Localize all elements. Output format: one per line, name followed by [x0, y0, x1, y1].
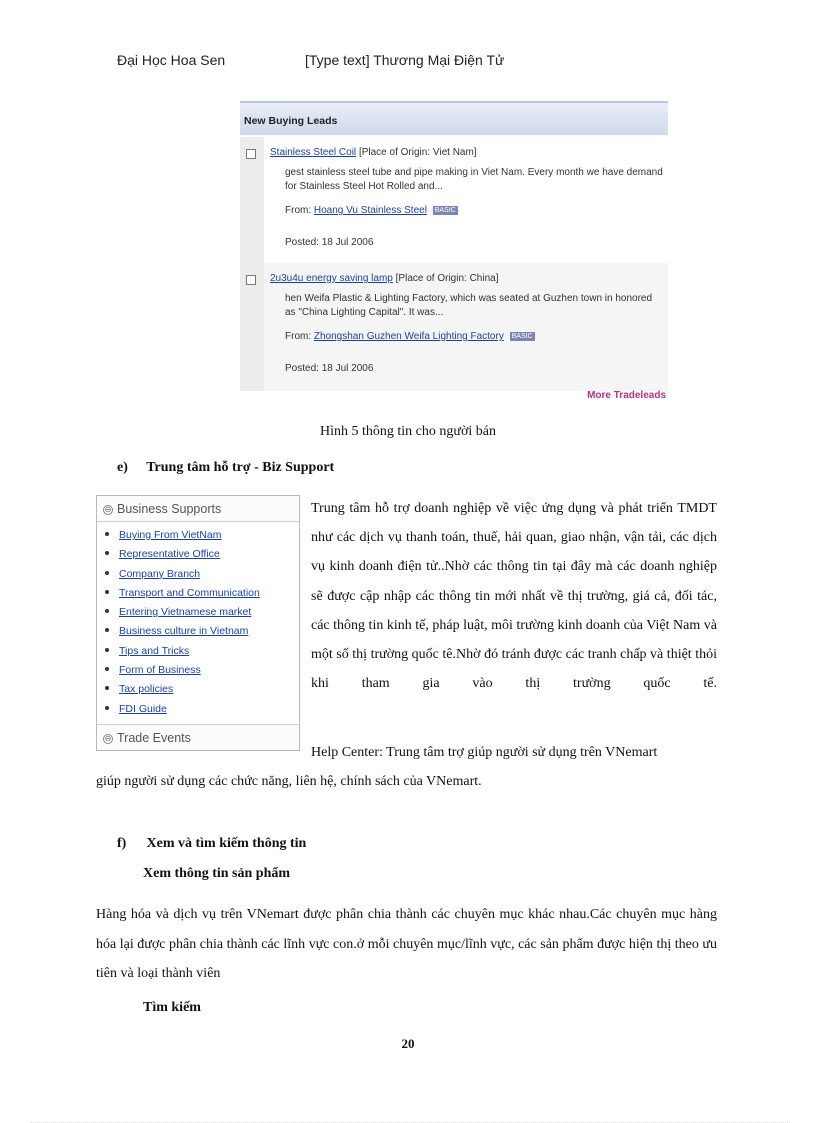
lead-origin: [Place of Origin: Viet Nam] [358, 147, 477, 158]
business-supports-header[interactable] [97, 496, 299, 522]
business-supports-panel [96, 495, 300, 751]
biz-link[interactable]: Transport and Communication [105, 587, 299, 606]
biz-link[interactable]: Tax policies [105, 683, 299, 702]
basic-badge: BASIC [511, 333, 533, 340]
section-f-number: f) [117, 836, 127, 851]
bullet-icon [105, 590, 109, 594]
section-f-title: Xem và tìm kiếm thông tin [146, 836, 307, 851]
bullet-icon [105, 667, 109, 671]
buying-leads-screenshot [240, 101, 668, 403]
bullet-icon [105, 609, 109, 613]
section-e-title: Trung tâm hỗ trợ - Biz Support [146, 460, 335, 475]
bullet-icon [105, 648, 109, 652]
lead-from-label: From: [285, 331, 312, 342]
lead-description: gest stainless steel tube and pipe making in Viet Nam. Every month we have demand for Stainless Steel Hot Rolled and... [285, 167, 663, 192]
more-tradeleads-link[interactable]: More Tradeleads [587, 390, 666, 401]
section-f-heading [117, 836, 306, 852]
biz-link[interactable]: Form of Business [105, 664, 299, 683]
lead-description: hen Weifa Plastic & Lighting Factory, which was seated at Guzhen town in honored as "China Lighting Capital". It was... [285, 293, 653, 318]
lead-item [240, 263, 668, 391]
bullet-icon [105, 706, 109, 710]
biz-link[interactable]: Buying From VietNam [105, 529, 299, 548]
products-paragraph: Hàng hóa và dịch vụ trên VNemart được phân chia thành các chuyên mục khác nhau.Các chuyên mục hàng hóa lại được phân chia thành các lĩnh vực con.ở mỗi chuyên mục/lĩnh vực, các sản phẩm được hiện thị theo ưu tiên và loại thành viên [96, 907, 717, 981]
basic-badge: BASIC [434, 207, 456, 214]
lead-company-link[interactable]: Zhongshan Guzhen Weifa Lighting Factory [313, 331, 504, 342]
business-supports-title: Business Supports [117, 502, 222, 516]
subheading-search: Tìm kiếm [143, 1000, 201, 1015]
section-e-number: e) [117, 460, 128, 475]
help-center-line: Help Center: Trung tâm trợ giúp người sử dụng trên VNemart [311, 745, 658, 760]
biz-link[interactable]: Representative Office [105, 548, 299, 567]
figure-caption: Hình 5 thông tin cho người bán [320, 424, 496, 439]
lead-posted-date: Posted: 18 Jul 2006 [285, 363, 374, 374]
lead-origin: [Place of Origin: China] [395, 273, 499, 284]
lead-posted-date: Posted: 18 Jul 2006 [285, 237, 374, 248]
biz-link[interactable]: Business culture in Vietnam [105, 625, 299, 644]
lead-from-label: From: [285, 205, 312, 216]
trade-events-header[interactable] [97, 724, 299, 750]
trade-events-title: Trade Events [117, 731, 191, 745]
subheading-view-products: Xem thông tin sản phẩm [143, 866, 291, 881]
header-course: [Type text] Thương Mại Điện Tử [305, 52, 505, 68]
bullet-icon [105, 571, 109, 575]
biz-link[interactable]: Company Branch [105, 568, 299, 587]
bullet-icon [105, 532, 109, 536]
lead-title-link[interactable]: Stainless Steel Coil [270, 147, 357, 158]
lead-checkbox[interactable] [246, 275, 256, 285]
biz-link[interactable]: FDI Guide [105, 703, 299, 722]
header-school: Đại Học Hoa Sen [117, 52, 226, 68]
lead-checkbox[interactable] [246, 149, 256, 159]
biz-link[interactable]: Tips and Tricks [105, 645, 299, 664]
collapse-icon: ⊖ [104, 505, 112, 514]
business-supports-list [97, 522, 299, 722]
leads-title: New Buying Leads [240, 101, 668, 135]
lead-title-link[interactable]: 2u3u4u energy saving lamp [270, 273, 393, 284]
section-e-heading [117, 460, 334, 476]
lead-item [240, 137, 668, 263]
bullet-icon [105, 628, 109, 632]
collapse-icon: ⊖ [104, 734, 112, 743]
bullet-icon [105, 551, 109, 555]
page-number: 20 [401, 1036, 415, 1051]
biz-link[interactable]: Entering Vietnamese market [105, 606, 299, 625]
lead-company-link[interactable]: Hoang Vu Stainless Steel [313, 205, 427, 216]
biz-support-paragraph: Trung tâm hỗ trợ doanh nghiệp về việc ứng dụng và phát triển TMDT như các dịch vụ thanh toán, thuế, hải quan, giao nhận, vận tải, các dịch vụ kinh doanh điện tử..Nhờ các thông tin tại đây mà các doanh nghiệp sẽ được cập nhập các thông tin mới nhất về thị trường, giá cả, đối tác, các thông tin kinh tế, pháp luật, môi trường kinh doanh của Việt Nam và một số thị trường quốc tê.Nhờ đó tránh được các tranh chấp và thiệt thỏi khi tham gia vào thị trường quốc tế. [311, 501, 717, 692]
bullet-icon [105, 686, 109, 690]
help-center-continuation: giúp người sử dụng các chức năng, liên hệ, chính sách của VNemart. [96, 774, 482, 789]
